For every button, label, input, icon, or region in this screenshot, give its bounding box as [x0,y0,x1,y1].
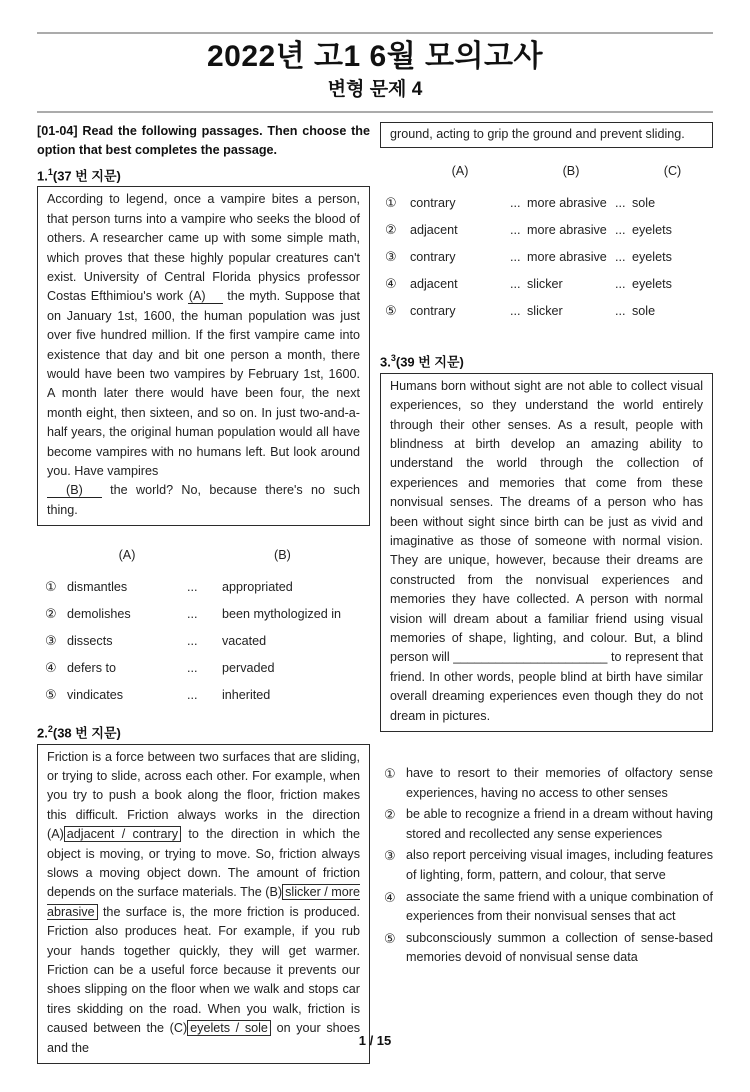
option-c-value: eyelets [632,222,672,237]
option-a-value: adjacent [410,276,458,291]
q3-option-3 [380,846,713,885]
ellipsis-separator: ... [187,579,198,594]
question-3-passage-box [380,373,713,732]
ellipsis-separator: ... [615,249,626,264]
option-b-value: appropriated [222,579,293,594]
q2-table-header-row [385,162,713,180]
q3-option-5 [380,929,713,968]
q2-choice-box-c: eyelets / sole [187,1020,271,1036]
q1-table-rows [45,573,370,708]
option-number: ② [385,221,397,237]
option-number: ⑤ [385,302,397,318]
q1-option-row-1 [45,573,370,600]
option-c-value: sole [632,303,656,318]
ellipsis-separator: ... [510,249,521,264]
option-number: ① [385,194,397,210]
q2-column-a-header: (A) [451,164,469,179]
option-a-value: defers to [67,660,117,675]
q3-option-4 [380,888,713,927]
question-3-footnote-marker: 3 [390,353,396,364]
option-number: ④ [45,659,57,675]
question-2-number: 2. [37,725,48,741]
q1-passage-segment-1: According to legend, once a vampire bites a person, that person turns into a vampire who seeks the blood of others. A researcher came up with some simple math, which proves that these highly popular creatures can't exist. University of Central Florida physics professor Costas Efthimiou's work [47,192,360,304]
q2-option-row-2 [385,216,713,243]
ellipsis-separator: ... [510,276,521,291]
question-1-passage-box [37,186,370,526]
question-2-passage-box [37,744,370,1065]
option-number: ② [45,605,57,621]
option-b-value: more abrasive [527,222,607,237]
question-2-passage-continuation-box: ground, acting to grip the ground and prevent sliding. [380,122,713,148]
q1-option-row-2 [45,600,370,627]
option-b-value: slicker [527,276,563,291]
option-b-value: more abrasive [527,195,607,210]
q3-passage-segment-2: to represent that friend. In other words, people blind at birth have similar overall dreaming experiences even though they do not dream in pictures. [390,650,704,723]
q2-option-row-1 [385,189,713,216]
q2-option-row-3 [385,243,713,270]
option-number: ① [384,766,396,782]
q2-column-c-header: (C) [663,164,682,179]
option-c-value: eyelets [632,276,672,291]
option-a-value: adjacent [410,222,458,237]
option-a-value: contrary [410,303,456,318]
instructions-text: [01-04] Read the following passages. Then choose the option that best completes the passage. [37,124,370,157]
q2-choice-box-a: adjacent / contrary [64,826,181,842]
ellipsis-separator: ... [615,222,626,237]
q2-passage-segment-2: to the direction in which the object is moving, or trying to move. So, friction always slows a moving object down. The amount of friction depends on the surface materials. The (B) [47,827,360,900]
question-3-block [380,350,713,968]
option-a-value: contrary [410,195,456,210]
option-b-value: vacated [222,633,267,648]
page-subtitle: 변형 문제 4 [327,79,423,100]
question-3-label: (39 번 지문) [395,354,464,370]
option-text: associate the same friend with a unique combination of experiences from their nonvisual senses that act [406,889,713,924]
q1-passage-segment-2: the myth. Suppose that on January 1st, 1600, the human population was just over five hundred million. If the first vampire came into existence that day and bit one person a month, there would have been two vampires by February 1st, 1600. A month later there would have been four, the next month eight, then sixteen, and so on. In just two-and-a-half years, the original human population would all have become vampires with no humans left. But look around you. Have vampires [47,289,361,479]
q2-passage-segment-3: the surface is, the more friction is produced. Friction also produces heat. For example, if you rub your hands together quickly, they will get warmer. Friction can be a useful force because it prevents our shoes slipping on the floor when we walk and stops car tires skidding on the road. When you walk, friction is caused between the (C) [47,904,360,1036]
option-number: ④ [385,275,397,291]
q3-option-2 [380,805,713,844]
question-2-label: (38 번 지문) [52,725,121,741]
q3-blank-line: ______________________ [453,650,608,665]
option-b-value: slicker [527,303,563,318]
page-title: 2022년 고1 6월 모의고사 [207,40,543,73]
option-b-value: inherited [222,687,271,702]
question-2-header [37,721,370,741]
ellipsis-separator: ... [615,276,626,291]
ellipsis-separator: ... [187,687,198,702]
question-1-header [37,164,370,184]
q3-option-1 [380,764,713,803]
q3-passage-segment-1: Humans born without sight are not able to collect visual experiences, so they understand the world entirely through their other senses. As a result, people with blindness at birth develop an amazing ability to understand the world through the collection of experiences and memories that come from these nonvisual senses. The dreams of a person who has been without sight since birth can be just as vivid and imaginative as those of someone with normal vision. They are unique, however, because their dreams are constructed from the nonvisual experiences and memories they have collected. A person with normal vision will dream about a familiar friend using visual memories of shape, lighting, and colour. But, a blind person will [390,378,703,665]
page-number-indicator: 1 / 15 [358,1033,392,1048]
q2-table-rows [385,189,713,324]
content-columns [37,122,713,1064]
question-3-header [380,350,713,370]
option-c-value: eyelets [632,249,672,264]
q2-passage-segment-4: on your shoes and the [47,1021,360,1055]
q2-choice-box-b: slicker / more abrasive [47,885,361,919]
ellipsis-separator: ... [187,606,198,621]
question-1-label: (37 번 지문) [52,168,121,184]
option-number: ③ [385,248,397,264]
q1-option-row-5 [45,681,370,708]
option-text: have to resort to their memories of olfactory sense experiences, having no access to other senses [406,766,713,800]
option-number: ⑤ [384,930,396,946]
option-number: ③ [384,848,396,864]
ellipsis-separator: ... [187,660,198,675]
ellipsis-separator: ... [510,195,521,210]
ellipsis-separator: ... [510,303,521,318]
option-text: be able to recognize a friend in a dream without having stored and recollected any sense experiences [406,807,713,841]
q1-option-row-3 [45,627,370,654]
option-number: ④ [384,889,396,905]
q2-option-row-5 [385,297,713,324]
question-1-number: 1. [37,168,48,184]
q2-passage-segment-1: Friction is a force between two surfaces that are sliding, or trying to slide, across each other. For example, when you try to push a book along the floor, friction makes this difficult. Friction always works in the direction (A) [47,749,360,842]
question-3-options-list [380,764,713,968]
ellipsis-separator: ... [510,222,521,237]
q1-passage-segment-3: the world? No, because there's no such thing. [47,483,361,517]
option-number: ⑤ [45,686,57,702]
question-2-footnote-marker: 2 [47,724,53,735]
option-number: ③ [45,632,57,648]
ellipsis-separator: ... [187,633,198,648]
option-number: ① [45,578,57,594]
option-text: subconsciously summon a collection of sense-based memories devoid of nonvisual sense data [406,930,713,965]
option-a-value: demolishes [67,606,131,621]
option-b-value: pervaded [222,660,275,675]
q2-column-b-header: (B) [562,164,580,179]
option-b-value: been mythologized in [222,606,342,621]
q1-option-row-4 [45,654,370,681]
header-top-rule [37,32,713,34]
option-b-value: more abrasive [527,249,607,264]
ellipsis-separator: ... [615,195,626,210]
option-c-value: sole [632,195,656,210]
option-a-value: dissects [67,633,113,648]
q2-option-row-4 [385,270,713,297]
q1-table-header-row [45,546,370,564]
q1-blank-b: (B) [47,483,102,498]
right-column [380,122,713,1064]
option-number: ② [384,807,396,823]
question-3-number: 3. [380,354,391,370]
q1-column-b-header: (B) [274,548,291,563]
question-1-options-table [45,546,370,708]
header-bottom-rule [37,111,713,113]
q1-blank-a: (A) [188,289,223,304]
option-text: also report perceiving visual images, including features of lighting, form, pattern, and colour, that serve [406,848,713,883]
ellipsis-separator: ... [615,303,626,318]
question-2-options-table [385,162,713,324]
q1-column-a-header: (A) [118,548,136,563]
option-a-value: dismantles [67,579,128,594]
left-column [37,122,370,1064]
option-a-value: vindicates [67,687,124,702]
exam-page [0,32,750,1092]
option-a-value: contrary [410,249,456,264]
question-1-footnote-marker: 1 [47,167,53,177]
